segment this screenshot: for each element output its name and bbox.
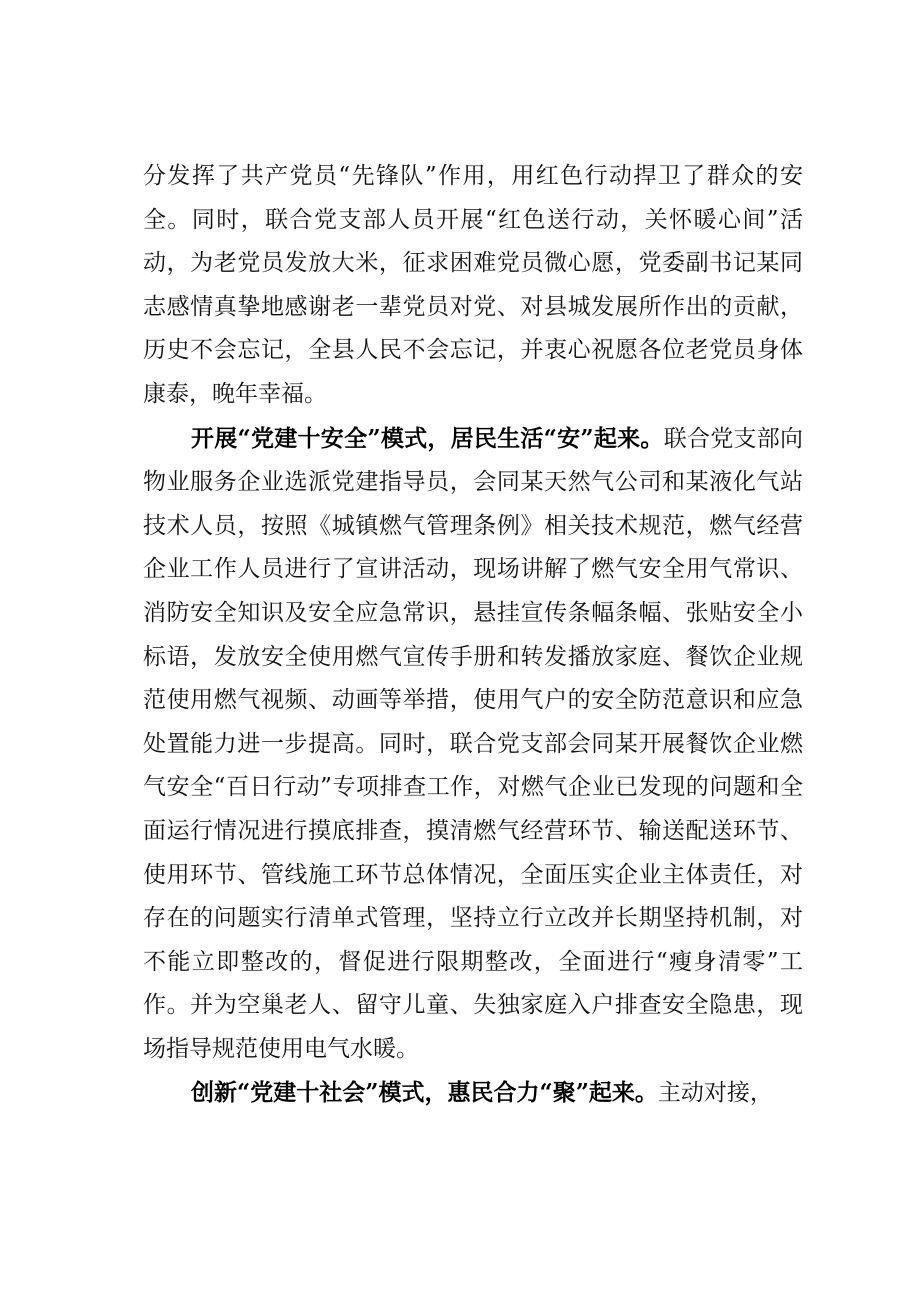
paragraph-safety-model (143, 417, 803, 1072)
document-body (143, 155, 803, 1116)
paragraph-society-model (143, 1071, 803, 1116)
paragraph-text: 联合党支部向物业服务企业选派党建指导员，会同某天然气公司和某液化气站技术人员，按照《城镇燃气管理条例》相关技术规范，燃气经营企业工作人员进行了宣讲活动，现场讲解了燃气安全用气常识、消防安全知识及安全应急常识，悬挂宣传条幅条幅、张贴安全小标语，发放安全使用燃气宣传手册和转发播放家庭、餐饮企业规范使用燃气视频、动画等举措，使用气户的安全防范意识和应急处置能力进一步提高。同时，联合党支部会同某开展餐饮企业燃气安全“百日行动”专项排查工作，对燃气企业已发现的问题和全面运行情况进行摸底排查，摸清燃气经营环节、输送配送环节、使用环节、管线施工环节总体情况，全面压实企业主体责任，对存在的问题实行清单式管理，坚持立行立改并长期坚持机制，对不能立即整改的，督促进行限期整改，全面进行“瘦身清零”工作。并为空巢老人、留守儿童、失独家庭入户排查安全隐患，现场指导规范使用电气水暖。 (143, 425, 803, 1062)
paragraph-continuation (143, 155, 803, 417)
paragraph-text: 主动对接， (657, 1080, 773, 1107)
paragraph-text: 分发挥了共产党员“先锋队”作用，用红色行动捍卫了群众的安全。同时，联合党支部人员开展“红色送行动，关怀暖心间”活动，为老党员发放大米，征求困难党员微心愿，党委副书记某同志感情真挚地感谢老一辈党员对党、对县城发展所作出的贡献，历史不会忘记，全县人民不会忘记，并衷心祝愿各位老党员身体康泰，晚年幸福。 (143, 163, 803, 407)
paragraph-heading: 创新“党建十社会”模式，惠民合力“聚”起来。 (191, 1079, 658, 1107)
paragraph-heading: 开展“党建十安全”模式，居民生活“安”起来。 (191, 424, 664, 452)
